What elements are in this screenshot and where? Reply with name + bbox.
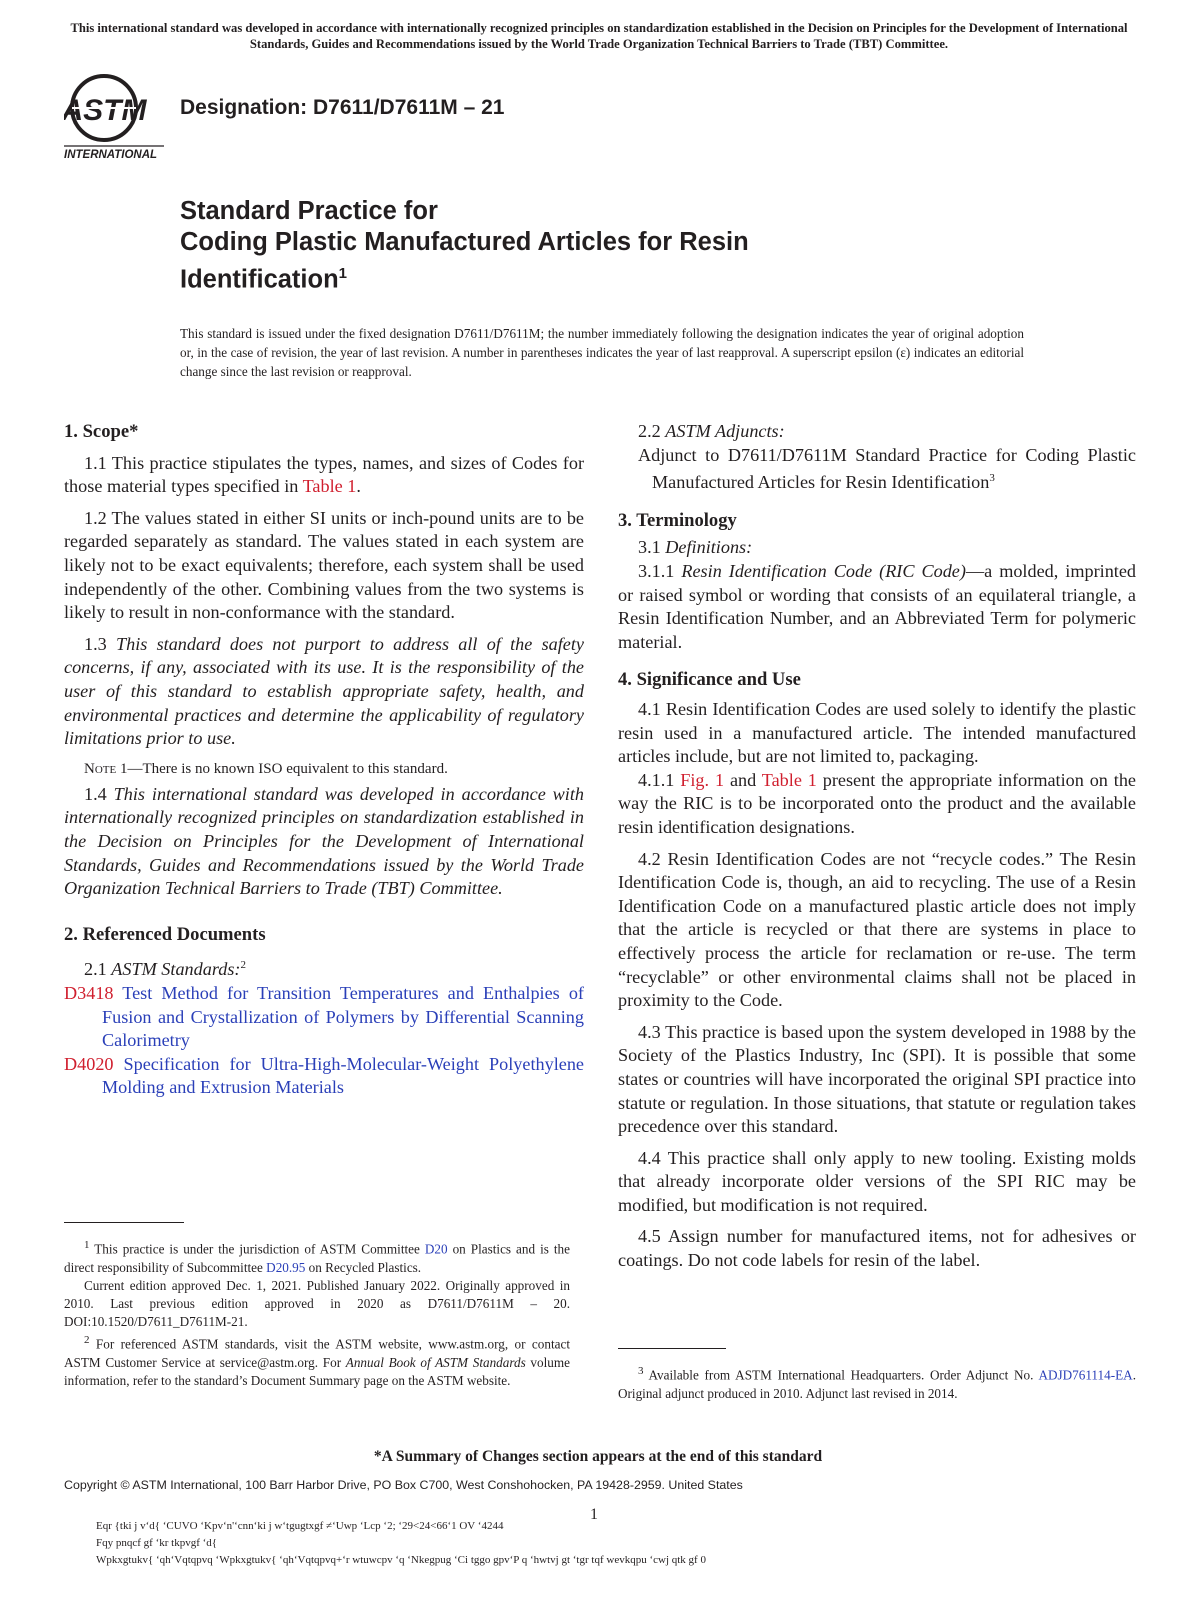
section-1-3: 1.3 This standard does not purport to address all of the safety concerns, if any, associated with its use. It is the responsibility of the user of this standard to establish appropriate safety, health, and environmental practices and determine the applicability of regulatory limitations prior to use. [64,633,584,749]
section-4-3: 4.3 This practice is based upon the system developed in 1988 by the Society of the Plastics Industry, Inc (SPI). It is possible that some states or countries will have incorporated the original SPI practice into statute or regulation. In those situations, that statute or regulation takes precedence over this standard. [618,1021,1136,1137]
issued-note: This standard is issued under the fixed designation D7611/D7611M; the number immediately following the designation indicates the year of original adoption or, in the case of revision, the year of last revision. A number in parentheses indicates the year of last reapproval. A superscript epsilon (ε) indicates an editorial change since the last revision or reapproval. [180,326,1024,379]
adjunct-order-link[interactable]: ADJD761114-EA [1038,1367,1133,1383]
title-footnote-marker: 1 [338,265,348,282]
title-line-1: Standard Practice for [180,197,438,225]
license-stamp [96,1518,706,1569]
summary-of-changes-note: *A Summary of Changes section appears at the end of this standard [373,1448,823,1465]
logo-international-text: INTERNATIONAL [64,149,158,161]
d3418-title-link[interactable]: Test Method for Transition Temperatures and Enthalpies of Fusion and Crystallization of Polymers by Differential Scanning Calorimetry [102,982,584,1051]
license-line-2: Fqy pnqcf gf ʻkr tkpvgf ʻd{ [96,1537,218,1549]
footnote-1: $^1$ This practice is under the jurisdiction of ASTM Committee D20 on Plastics and is the direct responsibility of Subcommittee D20.95 on Recycled Plastics. [64,1239,570,1275]
section-2-2: 2.2 ASTM Adjuncts: [638,421,785,441]
footnote-2: $^2$ For referenced ASTM standards, visit the ASTM website, www.astm.org, or contact ASTM Customer Service at service@astm.org. For Annual Book of ASTM Standards volume information, refer to the standard’s Document Summary page on the ASTM website. [64,1334,570,1389]
d4020-link[interactable]: D4020 [64,1053,114,1074]
footnote-3: $^3$ Available from ASTM International Headquarters. Order Adjunct No. ADJD761114-EA. Original adjunct produced in 2010. Adjunct last revised in 2014. [618,1365,1136,1401]
section-2-heading: 2. Referenced Documents [64,923,266,945]
fig-1-link[interactable]: Fig. 1 [680,769,725,790]
section-4-1-1: 4.1.1 Fig. 1 and Table 1 present the appropriate information on the way the RIC is to be incorporated onto the product and the available resin identification designations. [618,769,1137,837]
reference-d3418 [64,982,584,1053]
license-line-3: Wpkxgtukv{ ʻqhʻVqtqpvq ʻWpkxgtukv{ ʻqhʻVqtqpvq+ʻr wtuwcpv ʻq ʻNkegpug ʻCi tggo gpvʻP q ʻhwtvj gt ʻtgr tqf wevkqpu ʻcwj qtk gf 0 [96,1554,706,1566]
adjunct-entry: Adjunct to D7611/D7611M Standard Practice for Coding Plastic Manufactured Articles for Resin Identification$^3$ [638,444,1136,493]
section-4-2: 4.2 Resin Identification Codes are not “recycle codes.” The Resin Identification Code is, though, an aid to recycling. The use of a Resin Identification Code on a manufactured plastic article does not imply that the article is recycled or that there are systems in place to effectively process the article for reclamation or re-use. The term “recyclable” or other environmental claims shall not be placed in proximity to the Code. [618,848,1136,1011]
footnote-1-edition: Current edition approved Dec. 1, 2021. Published January 2022. Originally approved in 2010. Last previous edition approved in 2020 as D7611/D7611M – 20. DOI:10.1520/D7611_D7611M-21. [64,1277,570,1330]
document-title [180,196,749,296]
table-1-link-right[interactable]: Table 1 [761,769,817,790]
section-4-heading: 4. Significance and Use [618,669,801,691]
footnote-divider-left [64,1222,184,1223]
section-1-heading: 1. Scope* [64,421,139,442]
section-1-2: 1.2 The values stated in either SI units or inch-pound units are to be regarded separately as standard. The values stated in each system are likely not to be exact equivalents; therefore, each system shall be used independently of the other. Combining values from the two systems is likely to result in non-conformance with the standard. [64,507,584,623]
d20-95-link[interactable]: D20.95 [266,1259,306,1275]
astm-logo [64,70,168,164]
section-4-1: 4.1 Resin Identification Codes are used solely to identify the plastic resin used in a manufactured article. The intended manufactured articles include, but are not limited to, packaging. [618,699,1136,767]
d20-link[interactable]: D20 [424,1241,448,1257]
reference-d4020 [64,1053,584,1100]
section-3-1: 3.1 Definitions: [638,537,753,558]
section-4-5: 4.5 Assign number for manufactured items, not for adhesives or coatings. Do not code labels for resin of the label. [618,1226,1136,1271]
title-line-2: Coding Plastic Manufactured Articles for Resin [180,228,749,256]
d3418-link[interactable]: D3418 [64,982,114,1003]
left-column [64,420,584,1100]
section-4-4: 4.4 This practice shall only apply to new tooling. Existing molds that already incorporate older versions of the SPI RIC may be modified, but modification is not required. [618,1147,1136,1215]
footnotes-left [64,1236,570,1390]
table-1-link[interactable]: Table 1 [302,476,357,497]
section-3-1-1: 3.1.1 Resin Identification Code (RIC Code)—a molded, imprinted or raised symbol or wording that consists of an equilateral triangle, a Resin Identification Number, and an Abbreviated Term for polymeric material. [618,561,1137,652]
section-3-heading: 3. Terminology [618,509,737,531]
logo-letters: ASTM [64,94,147,127]
license-line-1: Eqr {tki j vʻd{ ʻCUVO ʻKpvʻn'ʻcnnʻki j wʻtgugtxgf ≠ʻUwp ʻLcp ʻ2; ʻ29<24<66ʻ1 OV ʻ4244 [96,1520,504,1532]
page-number: 1 [590,1506,598,1523]
copyright: Copyright © ASTM International, 100 Barr Harbor Drive, PO Box C700, West Conshohocken, PA 19428-2959. United States [64,1478,743,1492]
right-column [618,420,1136,1273]
international-standard-notice: This international standard was developed in accordance with internationally recognized principles on standardization established in the Decision on Principles for the Development of International Standards, Guides and Recommendations issued by the World Trade Organization Technical Barriers to Trade (TBT) Committee. [70,21,1128,51]
section-1-1: 1.1 This practice stipulates the types, names, and sizes of Codes for those material types specified in Table 1. [64,452,584,497]
d4020-title-link[interactable]: Specification for Ultra-High-Molecular-Weight Polyethylene Molding and Extrusion Materials [102,1053,584,1098]
designation: Designation: D7611/D7611M – 21 [180,96,505,119]
section-1-4: 1.4 This international standard was developed in accordance with internationally recognized principles on standardization established in the Decision on Principles for the Development of International Standards, Guides and Recommendations issued by the World Trade Organization Technical Barriers to Trade (TBT) Committee. [64,783,585,899]
footnotes-right [618,1362,1136,1403]
note-1: Note 1—There is no known ISO equivalent to this standard. [84,760,448,777]
footnote-divider-right [618,1348,726,1349]
section-2-1: 2.1 ASTM Standards:$^2$ [84,959,246,980]
title-line-3: Identification$^1$ [180,265,348,294]
